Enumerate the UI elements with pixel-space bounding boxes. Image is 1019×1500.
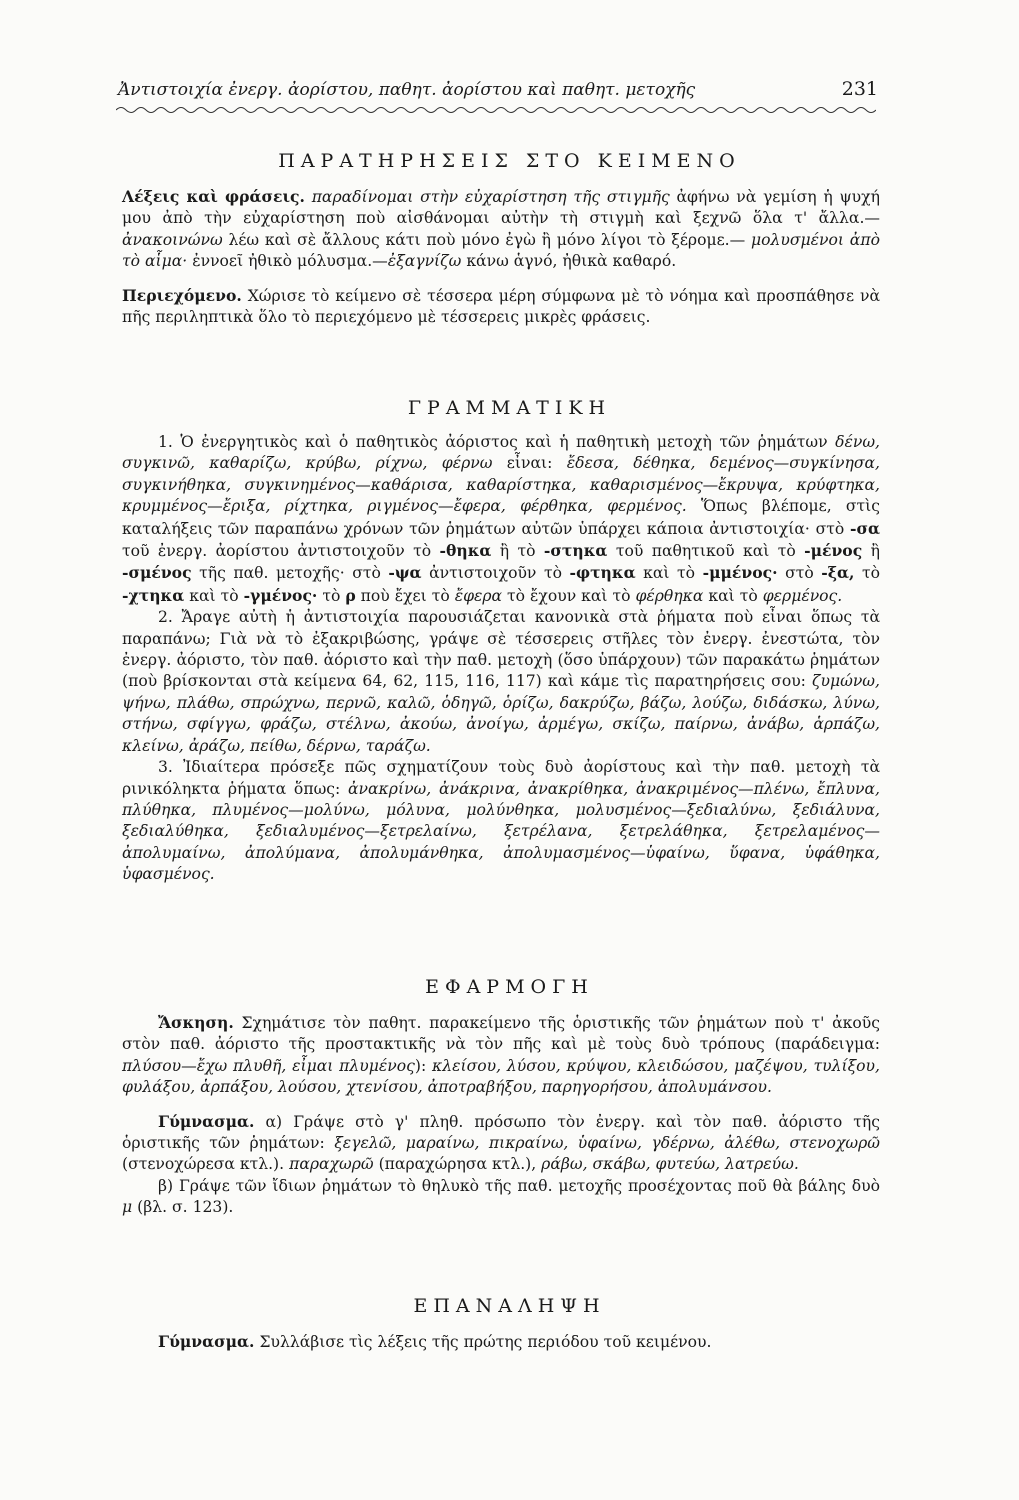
section-title-review: ΕΠΑΝΑΛΗΨΗ [413, 1295, 606, 1317]
application-block [122, 1012, 880, 1219]
grammar-block [122, 432, 880, 886]
exercise-label: Ἄσκηση. [158, 1013, 234, 1032]
grammar-point-2: 2. Ἄραγε αὐτὴ ἡ ἀντιστοιχία παρουσιάζεται κανονικὰ στὰ ῥήματα ποὺ εἶναι ὅπως τὰ παραπάνω; Γιὰ νὰ τὸ ἐξακριβώσης, γράψε σὲ τέσσερεις στῆλες τὸν ἐνεργ. ἐνεστώτα, τὸν ἐνεργ. ἀόριστο, τὸν παθ. ἀόριστο καὶ τὴν παθ. μετοχὴ (ὅσο ὑπάρχουν) τῶν παρακάτω ῥημάτων (ποὺ βρίσκονται στὰ κείμενα 64, 62, 115, 116, 117) καὶ κάμε τὶς παρατηρήσεις σου: ζυμώνω, ψήνω, πλάθω, σπρώχνω, περνῶ, καλῶ, ὁδηγῶ, ὁρίζω, δακρύζω, βάζω, λούζω, διδάσκω, λύνω, στήνω, σφίγγω, φράζω, στέλνω, ἀκούω, ἀνοίγω, ἀρμέγω, σκίζω, παίρνω, ἀνάβω, ἁρπάζω, κλείνω, ἀράζω, πείθω, δέρνω, ταράζω. [122, 608, 880, 755]
drill-a-paragraph: Γύμνασμα. α) Γράψε στὸ γ' πληθ. πρόσωπο τὸν ἐνεργ. καὶ τὸν παθ. ἀόριστο τῆς ὁριστικῆς τῶν ῥημάτων: ξεγελῶ, μαραίνω, πικραίνω, ὑφαίνω, γδέρνω, ἀλέθω, στενοχωρῶ (στενοχώρεσα κτλ.). παραχωρῶ (παραχώρησα κτλ.), ράβω, σκάβω, φυτεύω, λατρεύω. [122, 1111, 880, 1174]
review-drill-label: Γύμνασμα. [158, 1332, 255, 1351]
running-header [118, 78, 878, 100]
lexeis-paragraph: Λέξεις καὶ φράσεις. παραδίνομαι στὴν εὐχαρίστηση τῆς στιγμῆς ἀφήνω νὰ γεμίση ἡ ψυχή μου ἀπὸ τὴν εὐχαρίστηση ποὺ αἰσθάνομαι αὐτὴν τὴ στιγμὴ καὶ ξεχνῶ ὅλα τ' ἄλλα.—ἀνακοινώνω λέω καὶ σὲ ἄλλους κάτι ποὺ μόνο ἐγὼ ἢ μόνο λίγοι τὸ ξέρομε.— μολυσμένοι ἀπὸ τὸ αἷμα· ἐννοεῖ ἠθικὸ μόλυσμα.—ἐξαγνίζω κάνω ἁγνό, ἠθικὰ καθαρό. [122, 187, 880, 271]
running-title: Ἀντιστοιχία ἐνεργ. ἀορίστου, παθητ. ἀορίστου καὶ παθητ. μετοχῆς [118, 80, 696, 100]
wavy-rule [116, 104, 876, 116]
grammar-point-3: 3. Ἰδιαίτερα πρόσεξε πῶς σχηματίζουν τοὺς δυὸ ἀορίστους καὶ τὴν παθ. μετοχὴ τὰ ρινικόληκτα ῥήματα ὅπως: ἀνακρίνω, ἀνάκρινα, ἀνακρίθηκα, ἀνακριμένος—πλένω, ἔπλυνα, πλύθηκα, πλυμένος—μολύνω, μόλυνα, μολύνθηκα, μολυσμένος—ξεδιαλύνω, ξεδιάλυνα, ξεδιαλύθηκα, ξεδιαλυμένος—ξετρελαίνω, ξετρέλανα, ξετρελάθηκα, ξετρελαμένος—ἀπολυμαίνω, ἀπολύμανα, ἀπολυμάνθηκα, ἀπολυμασμένος—ὑφαίνω, ὕφανα, ὑφάθηκα, ὑφασμένος. [122, 758, 880, 884]
lexeis-label: Λέξεις καὶ φράσεις. [122, 187, 305, 206]
content-label: Περιεχόμενο. [122, 285, 242, 305]
observations-block [122, 186, 880, 328]
content-paragraph: Περιεχόμενο. Χώρισε τὸ κείμενο σὲ τέσσερα μέρη σύμφωνα μὲ τὸ νόημα καὶ προσπάθησε νὰ πῆς περιληπτικὰ ὅλο τὸ περιεχόμενο μὲ τέσσερεις μικρὲς φράσεις. [122, 285, 880, 327]
drill-b-paragraph: β) Γράψε τῶν ἴδιων ῥημάτων τὸ θηλυκὸ τῆς παθ. μετοχῆς προσέχοντας ποῦ θὰ βάλης δυὸ μ (βλ. σ. 123). [122, 1176, 880, 1217]
section-title-application: ΕΦΑΡΜΟΓΗ [425, 976, 594, 998]
page-number: 231 [841, 78, 878, 100]
review-paragraph: Γύμνασμα. Συλλάβισε τὶς λέξεις τῆς πρώτης περιόδου τοῦ κειμένου. [158, 1332, 712, 1351]
section-title-grammar: ΓΡΑΜΜΑΤΙΚΗ [407, 397, 612, 419]
section-title-observations: ΠΑΡΑΤΗΡΗΣΕΙΣ ΣΤΟ ΚΕΙΜΕΝΟ [278, 150, 741, 172]
exercise-paragraph: Ἄσκηση. Σχημάτισε τὸν παθητ. παρακείμενο τῆς ὁριστικῆς τῶν ῥημάτων ποὺ τ' ἀκοῦς στὸν παθ. ἀόριστο τῆς προστακτικῆς νὰ τὸν πῆς καὶ μὲ τοὺς δυὸ τρόπους (παράδειγμα: πλύσου—ἔχω πλυθῆ, εἶμαι πλυμένος): κλείσου, λύσου, κρύψου, κλειδώσου, μαζέψου, τυλίξου, φυλάξου, ἁρπάξου, λούσου, χτενίσου, ἀποτραβήξου, παρηγορήσου, ἀπολυμάνσου. [122, 1013, 880, 1097]
drill-label: Γύμνασμα. [158, 1111, 255, 1131]
grammar-point-1: 1. Ὁ ἐνεργητικὸς καὶ ὁ παθητικὸς ἀόριστος καὶ ἡ παθητικὴ μετοχὴ τῶν ῥημάτων δένω, συγκινῶ, καθαρίζω, κρύβω, ρίχνω, φέρνω εἶναι: ἔδεσα, δέθηκα, δεμένος—συγκίνησα, συγκινήθηκα, συγκινημένος—καθάρισα, καθαρίστηκα, καθαρισμένος—ἔκρυψα, κρύφτηκα, κρυμμένος—ἔριξα, ρίχτηκα, ριγμένος—ἔφερα, φέρθηκα, φερμένος. Ὅπως βλέπομε, στὶς καταλήξεις τῶν παραπάνω χρόνων τῶν ῥημάτων αὐτῶν ὑπάρχει κάποια ἀντιστοιχία· στὸ -σα τοῦ ἐνεργ. ἀορίστου ἀντιστοιχοῦν τὸ -θηκα ἢ τὸ -στηκα τοῦ παθητικοῦ καὶ τὸ -μένος ἢ -σμένος τῆς παθ. μετοχῆς· στὸ -ψα ἀντιστοιχοῦν τὸ -φτηκα καὶ τὸ -μμένος· στὸ -ξα, τὸ -χτηκα καὶ τὸ -γμένος· τὸ ρ ποὺ ἔχει τὸ ἔφερα τὸ ἔχουν καὶ τὸ φέρθηκα καὶ τὸ φερμένος. [122, 433, 881, 605]
review-block [122, 1331, 880, 1353]
